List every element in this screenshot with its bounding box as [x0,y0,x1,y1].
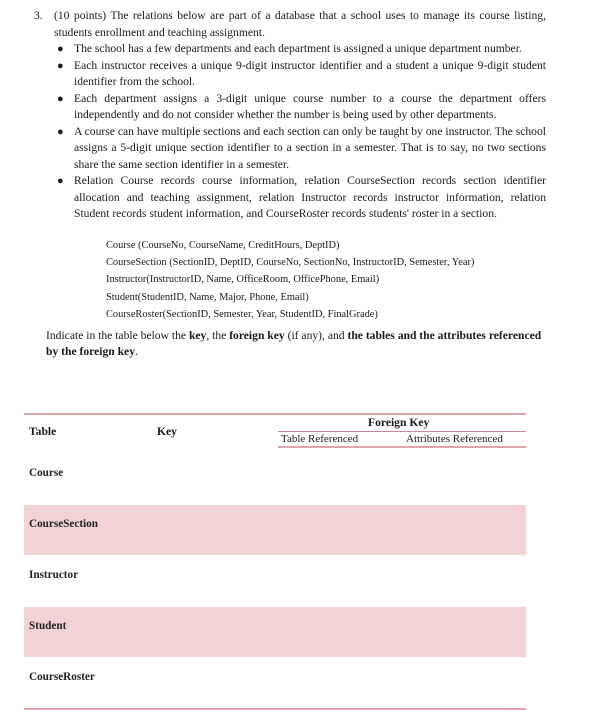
list-item: ● Each instructor receives a unique 9-digit instructor identifier and a student a unique 9-digit student identifier from the school. [57,58,546,88]
bullet-icon: ● [57,125,64,138]
schema-course: Course (CourseNo, CourseName, CreditHours, DeptID) [106,239,340,251]
header-divider [278,446,526,448]
relation-schemas [106,237,546,324]
header-foreign-key: Foreign Key [368,416,430,429]
table-row[interactable] [24,453,526,504]
header-key: Key [157,425,177,438]
row-label-coursesection: CourseSection [29,518,98,530]
table-row[interactable] [24,657,526,708]
table-row[interactable] [24,504,526,555]
schema-coursesection: CourseSection (SectionID, DeptID, CourseNo, SectionNo, InstructorID, Semester, Year) [106,256,475,268]
schema-student: Student(StudentID, Name, Major, Phone, Email) [106,291,309,303]
bullet-icon: ● [57,43,64,55]
row-label-student: Student [29,620,67,632]
list-item: ● A course can have multiple sections and each section can only be taught by one instructor. The school assigns a 5-digit unique section identifier to a section in a semester. That is to say, no two sections share the same section identifier in a semester. [57,124,546,171]
header-divider [278,431,526,432]
schema-instructor: Instructor(InstructorID, Name, OfficeRoom, OfficePhone, Email) [106,274,380,286]
row-label-course: Course [29,467,64,479]
bullet-list [34,41,546,223]
row-label-courseroster: CourseRoster [29,671,95,683]
table-row[interactable] [24,555,526,606]
bullet-icon: ● [57,92,64,105]
header-table-referenced: Table Referenced [281,433,359,445]
bullet-icon: ● [57,59,64,72]
header-table: Table [29,425,57,438]
table-header [24,413,526,453]
bullet-icon: ● [57,175,64,187]
answer-table [24,413,526,710]
table-row[interactable] [24,606,526,657]
list-item: ● Each department assigns a 3-digit unique course number to a course the department offers independently and do not consider whether the number is being used by other departments. [57,91,546,121]
question-intro: (10 points) The relations below are part of a database that a school uses to manage its course listing, students enrollment and teaching assignment. [54,9,546,39]
instruction-text: Indicate in the table below the key, the foreign key (if any), and the tables and the attributes referenced by the foreign key. [46,328,542,359]
list-item: ● The school has a few departments and each department is assigned a unique department number. [54,41,546,58]
schema-courseroster: CourseRoster(SectionID, Semester, Year, StudentID, FinalGrade) [106,309,378,321]
question-block [34,8,546,361]
question-number: 3. [34,9,43,22]
header-attributes-referenced: Attributes Referenced [406,433,503,445]
list-item: ● Relation Course records course information, relation CourseSection records section identifier allocation and teaching assignment, relation Instructor records instructor information, relation Student records student information, and CourseRoster records students' roster in a section. [57,174,546,220]
row-label-instructor: Instructor [29,569,79,581]
